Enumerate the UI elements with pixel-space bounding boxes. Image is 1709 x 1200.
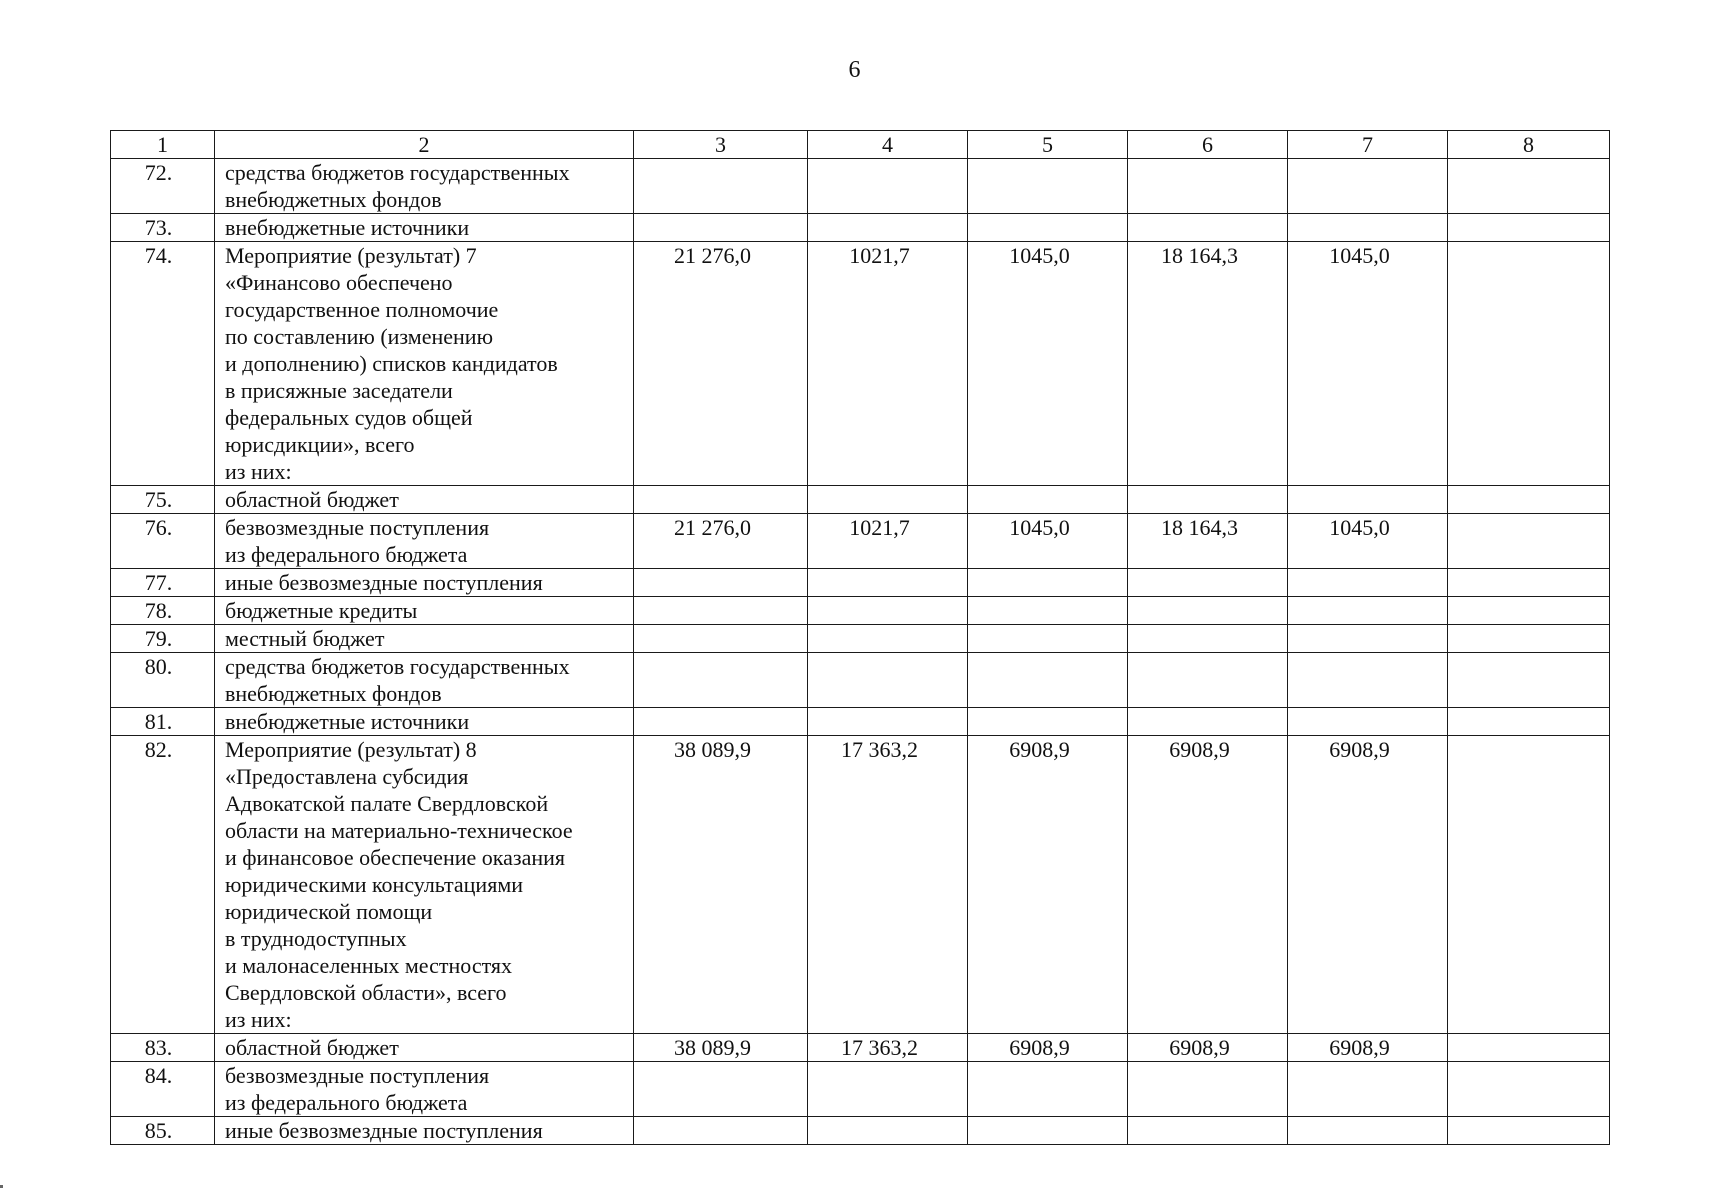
- value-cell-col-8: [1448, 159, 1610, 214]
- value-cell-col-7: [1288, 214, 1448, 242]
- row-description-cell: местный бюджет: [215, 625, 634, 653]
- value-cell-col-5: [968, 708, 1128, 736]
- value-cell-col-8: [1448, 569, 1610, 597]
- value-cell-col-4: [808, 159, 968, 214]
- value-cell-col-8: [1448, 653, 1610, 708]
- row-description-cell: Мероприятие (результат) 8 «Предоставлена субсидия Адвокатской палате Свердловской области на материально-техническое и финансовое обеспечение оказания юридическими консультациями юридической помощи в труднодоступных и малонаселенных местностях Свердловской области», всего из них:: [215, 736, 634, 1034]
- row-description-cell: внебюджетные источники: [215, 708, 634, 736]
- row-number-cell: 82.: [111, 736, 215, 1034]
- row-description-cell: Мероприятие (результат) 7 «Финансово обеспечено государственное полномочие по составлению (изменению и дополнению) списков кандидатов в присяжные заседатели федеральных судов общей юрисдикции», всего из них:: [215, 242, 634, 486]
- value-cell-col-8: [1448, 486, 1610, 514]
- table-row: [111, 514, 1610, 569]
- value-cell-col-7: [1288, 597, 1448, 625]
- row-number-cell: 75.: [111, 486, 215, 514]
- value-cell-col-4: [808, 653, 968, 708]
- value-cell-col-6: [1128, 159, 1288, 214]
- value-cell-col-4: [808, 569, 968, 597]
- row-description-cell: иные безвозмездные поступления: [215, 1117, 634, 1145]
- value-cell-col-7: 6908,9: [1288, 1034, 1448, 1062]
- value-cell-col-4: [808, 1062, 968, 1117]
- value-cell-col-4: [808, 708, 968, 736]
- table-row: [111, 736, 1610, 1034]
- value-cell-col-6: [1128, 708, 1288, 736]
- value-cell-col-7: [1288, 653, 1448, 708]
- value-cell-col-3: [634, 653, 808, 708]
- value-cell-col-7: [1288, 486, 1448, 514]
- row-number-cell: 74.: [111, 242, 215, 486]
- value-cell-col-3: [634, 159, 808, 214]
- header-cell: 6: [1128, 131, 1288, 159]
- scan-mark: [0, 1185, 3, 1188]
- value-cell-col-6: [1128, 597, 1288, 625]
- value-cell-col-7: [1288, 569, 1448, 597]
- row-number-cell: 84.: [111, 1062, 215, 1117]
- value-cell-col-6: [1128, 625, 1288, 653]
- value-cell-col-8: [1448, 1034, 1610, 1062]
- value-cell-col-4: [808, 597, 968, 625]
- value-cell-col-7: 1045,0: [1288, 242, 1448, 486]
- value-cell-col-6: 18 164,3: [1128, 514, 1288, 569]
- value-cell-col-3: 21 276,0: [634, 514, 808, 569]
- value-cell-col-7: [1288, 708, 1448, 736]
- value-cell-col-6: [1128, 486, 1288, 514]
- value-cell-col-6: [1128, 653, 1288, 708]
- value-cell-col-8: [1448, 214, 1610, 242]
- header-row: [111, 131, 1610, 159]
- value-cell-col-6: 18 164,3: [1128, 242, 1288, 486]
- header-cell: 2: [215, 131, 634, 159]
- value-cell-col-3: 38 089,9: [634, 1034, 808, 1062]
- row-number-cell: 80.: [111, 653, 215, 708]
- header-cell: 4: [808, 131, 968, 159]
- value-cell-col-5: [968, 569, 1128, 597]
- value-cell-col-8: [1448, 625, 1610, 653]
- table-row: [111, 486, 1610, 514]
- row-description-cell: средства бюджетов государственных внебюджетных фондов: [215, 159, 634, 214]
- value-cell-col-3: [634, 1117, 808, 1145]
- table-row: [111, 159, 1610, 214]
- value-cell-col-6: 6908,9: [1128, 736, 1288, 1034]
- value-cell-col-7: [1288, 625, 1448, 653]
- table-row: [111, 597, 1610, 625]
- table-row: [111, 653, 1610, 708]
- row-description-cell: внебюджетные источники: [215, 214, 634, 242]
- row-description-cell: безвозмездные поступления из федерального бюджета: [215, 514, 634, 569]
- header-cell: 5: [968, 131, 1128, 159]
- table-row: [111, 214, 1610, 242]
- value-cell-col-7: 6908,9: [1288, 736, 1448, 1034]
- table-row: [111, 242, 1610, 486]
- value-cell-col-8: [1448, 736, 1610, 1034]
- value-cell-col-6: [1128, 569, 1288, 597]
- value-cell-col-5: [968, 486, 1128, 514]
- value-cell-col-4: 1021,7: [808, 242, 968, 486]
- header-cell: 7: [1288, 131, 1448, 159]
- value-cell-col-5: [968, 653, 1128, 708]
- value-cell-col-5: 6908,9: [968, 1034, 1128, 1062]
- row-number-cell: 79.: [111, 625, 215, 653]
- value-cell-col-8: [1448, 708, 1610, 736]
- value-cell-col-8: [1448, 514, 1610, 569]
- row-description-cell: областной бюджет: [215, 1034, 634, 1062]
- budget-table: [110, 130, 1610, 1145]
- table-header: [111, 131, 1610, 159]
- value-cell-col-6: [1128, 1117, 1288, 1145]
- value-cell-col-5: 1045,0: [968, 242, 1128, 486]
- value-cell-col-3: 38 089,9: [634, 736, 808, 1034]
- value-cell-col-4: 17 363,2: [808, 736, 968, 1034]
- row-description-cell: средства бюджетов государственных внебюджетных фондов: [215, 653, 634, 708]
- value-cell-col-4: 17 363,2: [808, 1034, 968, 1062]
- value-cell-col-3: [634, 486, 808, 514]
- value-cell-col-5: 6908,9: [968, 736, 1128, 1034]
- table-body: [111, 159, 1610, 1145]
- table-row: [111, 625, 1610, 653]
- value-cell-col-8: [1448, 597, 1610, 625]
- value-cell-col-7: [1288, 1117, 1448, 1145]
- row-number-cell: 72.: [111, 159, 215, 214]
- value-cell-col-3: [634, 708, 808, 736]
- value-cell-col-4: [808, 214, 968, 242]
- table-row: [111, 708, 1610, 736]
- value-cell-col-7: [1288, 1062, 1448, 1117]
- row-description-cell: бюджетные кредиты: [215, 597, 634, 625]
- header-cell: 3: [634, 131, 808, 159]
- value-cell-col-4: [808, 486, 968, 514]
- value-cell-col-8: [1448, 1062, 1610, 1117]
- value-cell-col-4: [808, 1117, 968, 1145]
- value-cell-col-3: [634, 625, 808, 653]
- row-number-cell: 85.: [111, 1117, 215, 1145]
- table-row: [111, 1117, 1610, 1145]
- row-number-cell: 78.: [111, 597, 215, 625]
- value-cell-col-3: [634, 1062, 808, 1117]
- value-cell-col-5: [968, 597, 1128, 625]
- value-cell-col-3: [634, 569, 808, 597]
- value-cell-col-6: 6908,9: [1128, 1034, 1288, 1062]
- value-cell-col-7: [1288, 159, 1448, 214]
- value-cell-col-5: 1045,0: [968, 514, 1128, 569]
- value-cell-col-5: [968, 1117, 1128, 1145]
- row-number-cell: 81.: [111, 708, 215, 736]
- row-number-cell: 77.: [111, 569, 215, 597]
- value-cell-col-5: [968, 1062, 1128, 1117]
- row-description-cell: безвозмездные поступления из федерального бюджета: [215, 1062, 634, 1117]
- row-description-cell: иные безвозмездные поступления: [215, 569, 634, 597]
- row-number-cell: 83.: [111, 1034, 215, 1062]
- value-cell-col-3: [634, 597, 808, 625]
- value-cell-col-4: [808, 625, 968, 653]
- header-cell: 8: [1448, 131, 1610, 159]
- value-cell-col-3: [634, 214, 808, 242]
- value-cell-col-5: [968, 625, 1128, 653]
- value-cell-col-8: [1448, 242, 1610, 486]
- value-cell-col-4: 1021,7: [808, 514, 968, 569]
- value-cell-col-3: 21 276,0: [634, 242, 808, 486]
- value-cell-col-5: [968, 214, 1128, 242]
- value-cell-col-5: [968, 159, 1128, 214]
- table-row: [111, 1034, 1610, 1062]
- value-cell-col-7: 1045,0: [1288, 514, 1448, 569]
- table-row: [111, 569, 1610, 597]
- value-cell-col-8: [1448, 1117, 1610, 1145]
- row-number-cell: 73.: [111, 214, 215, 242]
- table-row: [111, 1062, 1610, 1117]
- row-description-cell: областной бюджет: [215, 486, 634, 514]
- row-number-cell: 76.: [111, 514, 215, 569]
- value-cell-col-6: [1128, 1062, 1288, 1117]
- value-cell-col-6: [1128, 214, 1288, 242]
- page-number: 6: [848, 57, 861, 83]
- header-cell: 1: [111, 131, 215, 159]
